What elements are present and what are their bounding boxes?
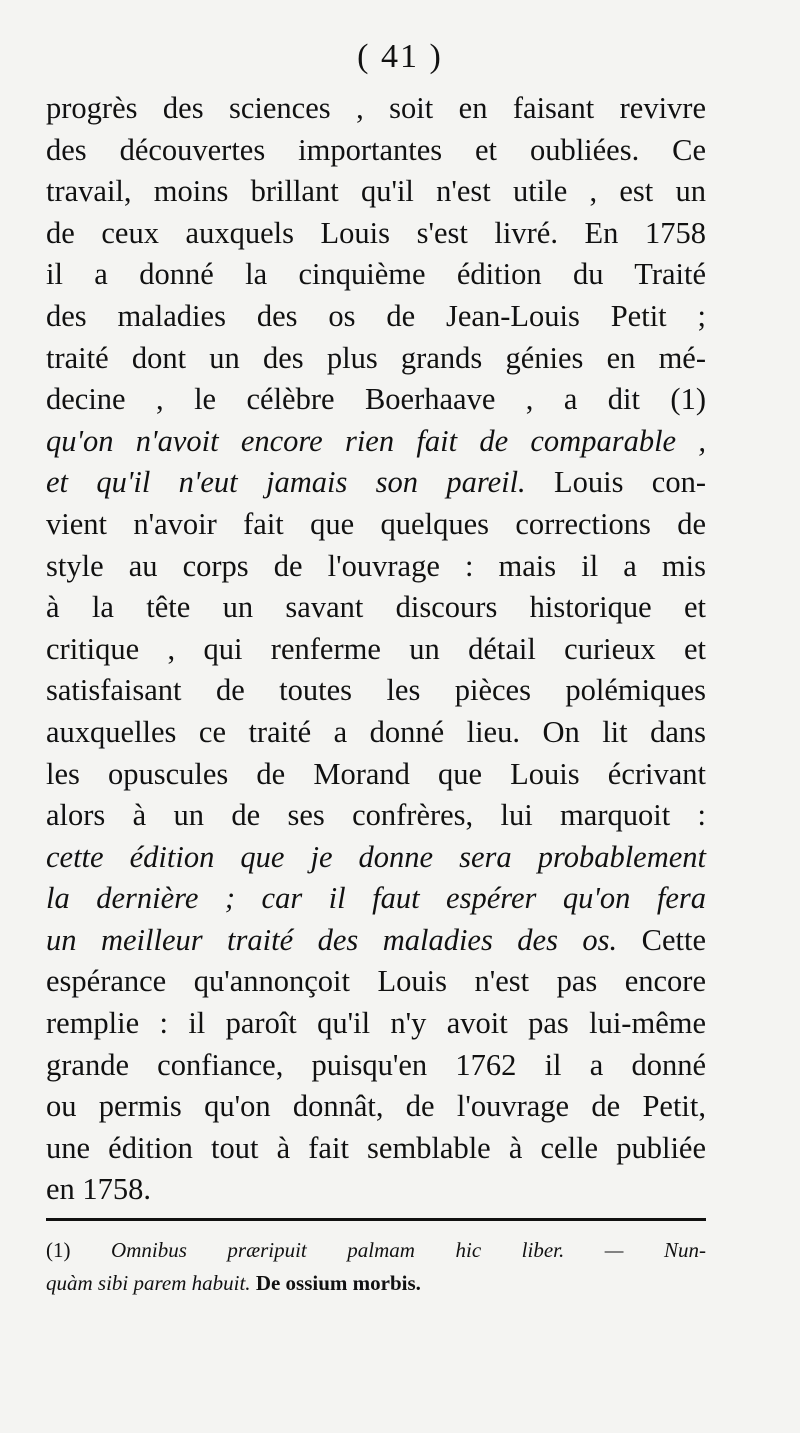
body-line [46, 88, 706, 130]
body-text: des découvertes importantes et oubliées. Ce [46, 132, 706, 167]
body-text: alors à un de ses confrères, lui marquoit : [46, 798, 706, 833]
body-line [46, 254, 706, 296]
body-line [46, 1169, 706, 1211]
footnote-text: quàm sibi parem habuit. [46, 1271, 251, 1295]
body-line [46, 462, 706, 504]
body-text: les opuscules de Morand que Louis écrivant [46, 756, 706, 791]
body-text: decine , le célèbre Boerhaave , a dit (1) [46, 382, 706, 417]
body-line [46, 1045, 706, 1087]
body-text: grande confiance, puisqu'en 1762 il a donné [46, 1047, 706, 1082]
footnote-text: (1) [46, 1238, 112, 1262]
body-line [46, 961, 706, 1003]
body-text: travail, moins brillant qu'il n'est utile , est un [46, 174, 706, 209]
body-text: et qu'il n'eut jamais son pareil. [46, 465, 526, 500]
body-line [46, 1128, 706, 1170]
footnote-rule [46, 1218, 706, 1221]
body-line [46, 171, 706, 213]
body-line [46, 837, 706, 879]
body-text [46, 88, 706, 1211]
body-text: progrès des sciences , soit en faisant revivre [46, 91, 706, 125]
body-text: en 1758. [46, 1172, 152, 1207]
body-text: qu'on n'avoit encore rien fait de comparable , [46, 423, 706, 458]
body-line [46, 421, 706, 463]
body-text: auxquelles ce traité a donné lieu. On lit dans [46, 714, 706, 749]
body-line [46, 379, 706, 421]
body-text: de ceux auxquels Louis s'est livré. En 1758 [46, 215, 706, 250]
body-text: traité dont un des plus grands génies en mé- [46, 340, 706, 375]
footnote [46, 1234, 706, 1300]
footnote-line [46, 1234, 706, 1267]
body-line [46, 878, 706, 920]
body-line [46, 795, 706, 837]
body-text: espérance qu'annonçoit Louis n'est pas encore [46, 964, 706, 999]
body-text: satisfaisant de toutes les pièces polémiques [46, 673, 706, 708]
body-line [46, 712, 706, 754]
body-line [46, 1003, 706, 1045]
body-text: des maladies des os de Jean-Louis Petit ; [46, 298, 706, 333]
body-line [46, 338, 706, 380]
body-text: style au corps de l'ouvrage : mais il a mis [46, 548, 706, 583]
footnote-text: De ossium morbis. [250, 1271, 421, 1295]
body-text: ou permis qu'on donnât, de l'ouvrage de Petit, [46, 1089, 706, 1124]
body-line [46, 296, 706, 338]
body-text: cette édition que je donne sera probablement [46, 839, 706, 874]
body-line [46, 629, 706, 671]
body-text: remplie : il paroît qu'il n'y avoit pas lui-même [46, 1006, 706, 1041]
body-text: à la tête un savant discours historique et [46, 590, 706, 625]
body-line [46, 754, 706, 796]
body-text: vient n'avoir fait que quelques corrections de [46, 506, 706, 541]
footnote-line [46, 1267, 706, 1300]
body-line [46, 213, 706, 255]
body-line [46, 1086, 706, 1128]
body-text: Louis con- [525, 465, 706, 500]
body-line [46, 587, 706, 629]
body-text: il a donné la cinquième édition du Traité [46, 257, 706, 292]
body-text: la dernière ; car il faut espérer qu'on fera [46, 881, 706, 916]
body-line [46, 920, 706, 962]
page-number: ( 41 ) [357, 38, 443, 75]
body-text: critique , qui renferme un détail curieux et [46, 631, 706, 666]
body-text: un meilleur traité des maladies des os. [46, 922, 618, 957]
body-line [46, 546, 706, 588]
body-text: une édition tout à fait semblable à celle publiée [46, 1130, 706, 1165]
footnote-text: Omnibus præripuit palmam hic liber. — Nun- [111, 1238, 706, 1262]
body-text: Cette [617, 922, 706, 957]
body-line [46, 130, 706, 172]
body-line [46, 504, 706, 546]
body-line [46, 670, 706, 712]
